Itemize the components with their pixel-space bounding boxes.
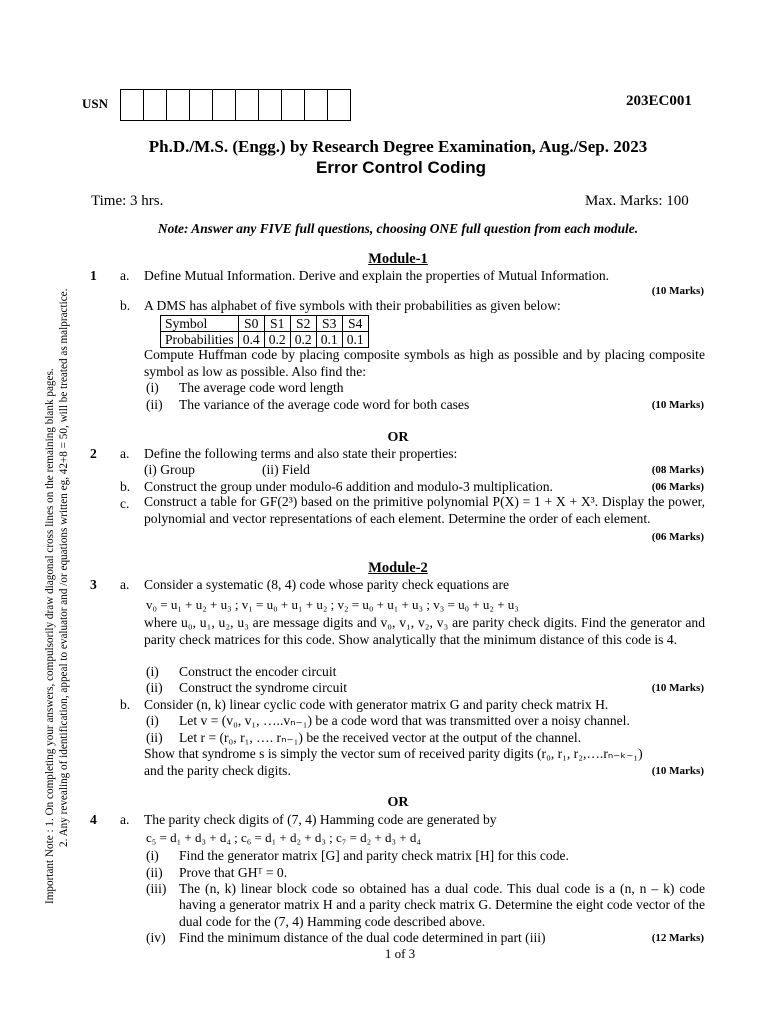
- or-separator: OR: [387, 430, 409, 445]
- sub-part-label: (ii): [146, 397, 163, 412]
- question-number: 2: [90, 446, 97, 461]
- parity-equations: v₀ = u₁ + u₂ + u₃ ; v₁ = u₀ + u₁ + u₂ ; v₂ = u₀ + u₁ + u₃ ; v₃ = u₀ + u₂ + u₃: [146, 597, 519, 612]
- usn-box: [259, 89, 282, 121]
- question-text: and the parity check digits.: [144, 763, 291, 778]
- table-cell: 0.1: [316, 332, 342, 348]
- question-text: Define the following terms and also state their properties:: [144, 446, 458, 461]
- part-label: a.: [120, 268, 130, 283]
- question-text: A DMS has alphabet of five symbols with their probabilities as given below:: [144, 298, 561, 313]
- table-cell: S3: [316, 316, 342, 332]
- sub-part-label: (i): [146, 380, 159, 395]
- question-number: 1: [90, 268, 97, 283]
- question-text: Compute Huffman code by placing composite symbols as high as possible and by placing composite symbol as low as possible. Also find the:: [144, 347, 705, 379]
- usn-box: [144, 89, 167, 121]
- usn-box: [213, 89, 236, 121]
- module-2-heading: Module-2: [368, 560, 428, 576]
- question-text: Consider (n, k) linear cyclic code with generator matrix G and parity check matrix H.: [144, 697, 609, 712]
- table-cell: 0.1: [342, 332, 368, 348]
- part-label: a.: [120, 577, 130, 592]
- marks-label: (12 Marks): [651, 932, 704, 944]
- sub-part-text: (i) Group: [144, 462, 195, 477]
- sub-part-text: Construct the encoder circuit: [179, 664, 337, 679]
- marks-label: (08 Marks): [651, 464, 704, 476]
- max-marks: Max. Marks: 100: [585, 193, 689, 209]
- sub-part-text: (ii) Field: [262, 462, 310, 477]
- sub-part-text: The (n, k) linear block code so obtained has a dual code. This dual code is a (n, n – k) code having a generator matrix H and a parity check matrix G. Determine the eight code vector of the dual code for the (7, 4) Hamming code described above.: [179, 881, 705, 929]
- marks-label: (10 Marks): [651, 399, 704, 411]
- module-1-heading: Module-1: [368, 251, 428, 267]
- table-header: Symbol: [161, 316, 239, 332]
- exam-title: Ph.D./M.S. (Engg.) by Research Degree Examination, Aug./Sep. 2023: [148, 137, 648, 156]
- part-label: a.: [120, 812, 130, 827]
- time-allowed: Time: 3 hrs.: [91, 193, 164, 209]
- question-text: The parity check digits of (7, 4) Hamming code are generated by: [144, 812, 497, 827]
- table-cell: 0.4: [238, 332, 264, 348]
- sub-part-label: (iii): [146, 881, 167, 896]
- instructions-note: Note: Answer any FIVE full questions, choosing ONE full question from each module.: [157, 221, 639, 236]
- usn-box: [305, 89, 328, 121]
- table-row: [161, 316, 369, 332]
- sub-part-label: (ii): [146, 680, 163, 695]
- subject-code: 203EC001: [626, 93, 692, 109]
- sub-part-text: Find the generator matrix [G] and parity check matrix [H] for this code.: [179, 848, 569, 863]
- table-row: [161, 332, 369, 348]
- sub-part-label: (iv): [146, 930, 166, 945]
- important-note-line1: Important Note : 1. On completing your answers, compulsorily draw diagonal cross lines on the remaining blank pages.: [44, 368, 56, 904]
- table-cell: S4: [342, 316, 368, 332]
- sub-part-text: Construct the syndrome circuit: [179, 680, 347, 695]
- marks-label: (10 Marks): [651, 285, 704, 297]
- part-label: b.: [120, 298, 131, 313]
- sub-part-label: (ii): [146, 865, 163, 880]
- sub-part-text: The variance of the average code word for both cases: [179, 397, 470, 412]
- question-text: where u₀, u₁, u₂, u₃ are message digits and v₀, v₁, v₂, v₃ are parity check digits. Find the generator and parity check matrices for this code. Show analytically that the minimum distance of this code is 4.: [144, 615, 705, 647]
- question-text: Show that syndrome s is simply the vector sum of received parity digits (r₀, r₁, r₂,….rₙ₋ₖ₋₁): [144, 746, 643, 761]
- subject-title: Error Control Coding: [316, 158, 486, 177]
- page-number: 1 of 3: [384, 946, 416, 961]
- sub-part-label: (ii): [146, 730, 163, 745]
- question-text: Construct the group under modulo-6 addition and modulo-3 multiplication.: [144, 479, 553, 494]
- table-cell: S2: [290, 316, 316, 332]
- sub-part-text: Let r = (r₀, r₁, …. rₙ₋₁) be the received vector at the output of the channel.: [179, 730, 582, 745]
- table-header: Probabilities: [161, 332, 239, 348]
- sub-part-text: Let v = (v₀, v₁, …..vₙ₋₁) be a code word that was transmitted over a noisy channel.: [179, 713, 630, 728]
- marks-label: (10 Marks): [651, 682, 704, 694]
- table-cell: 0.2: [264, 332, 290, 348]
- marks-label: (10 Marks): [651, 765, 704, 777]
- part-label: c.: [120, 496, 130, 511]
- sub-part-label: (i): [146, 848, 159, 863]
- question-number: 4: [90, 812, 97, 827]
- part-label: b.: [120, 479, 131, 494]
- usn-box: [328, 89, 351, 121]
- or-separator: OR: [387, 795, 409, 810]
- sub-part-label: (i): [146, 713, 159, 728]
- important-note-line2: 2. Any revealing of identification, appeal to evaluator and /or equations written eg, 42+8 = 50, will be treated as malpractice.: [58, 288, 70, 847]
- table-cell: S1: [264, 316, 290, 332]
- part-label: b.: [120, 697, 131, 712]
- usn-label: USN: [82, 96, 109, 111]
- sub-part-text: Prove that GHᵀ = 0.: [179, 865, 288, 880]
- usn-box: [167, 89, 190, 121]
- sub-part-text: Find the minimum distance of the dual code determined in part (iii): [179, 930, 546, 945]
- question-text: Define Mutual Information. Derive and explain the properties of Mutual Information.: [144, 268, 610, 283]
- table-cell: 0.2: [290, 332, 316, 348]
- usn-boxes: [120, 89, 351, 121]
- marks-label: (06 Marks): [651, 481, 704, 493]
- sub-part-text: The average code word length: [179, 380, 344, 395]
- question-text: Consider a systematic (8, 4) code whose parity check equations are: [144, 577, 510, 592]
- sub-part-label: (i): [146, 664, 159, 679]
- question-number: 3: [90, 577, 97, 592]
- probability-table: [160, 315, 369, 348]
- question-text: Construct a table for GF(2³) based on the primitive polynomial P(X) = 1 + X + X³. Display the power, polynomial and vector representations of each element. Determine the order of each element.: [144, 494, 705, 526]
- table-cell: S0: [238, 316, 264, 332]
- usn-box: [190, 89, 213, 121]
- usn-box: [236, 89, 259, 121]
- parity-equations: c₅ = d₁ + d₃ + d₄ ; c₆ = d₁ + d₂ + d₃ ; c₇ = d₂ + d₃ + d₄: [146, 830, 421, 845]
- usn-box: [282, 89, 305, 121]
- part-label: a.: [120, 446, 130, 461]
- marks-label: (06 Marks): [651, 531, 704, 543]
- usn-box: [121, 89, 144, 121]
